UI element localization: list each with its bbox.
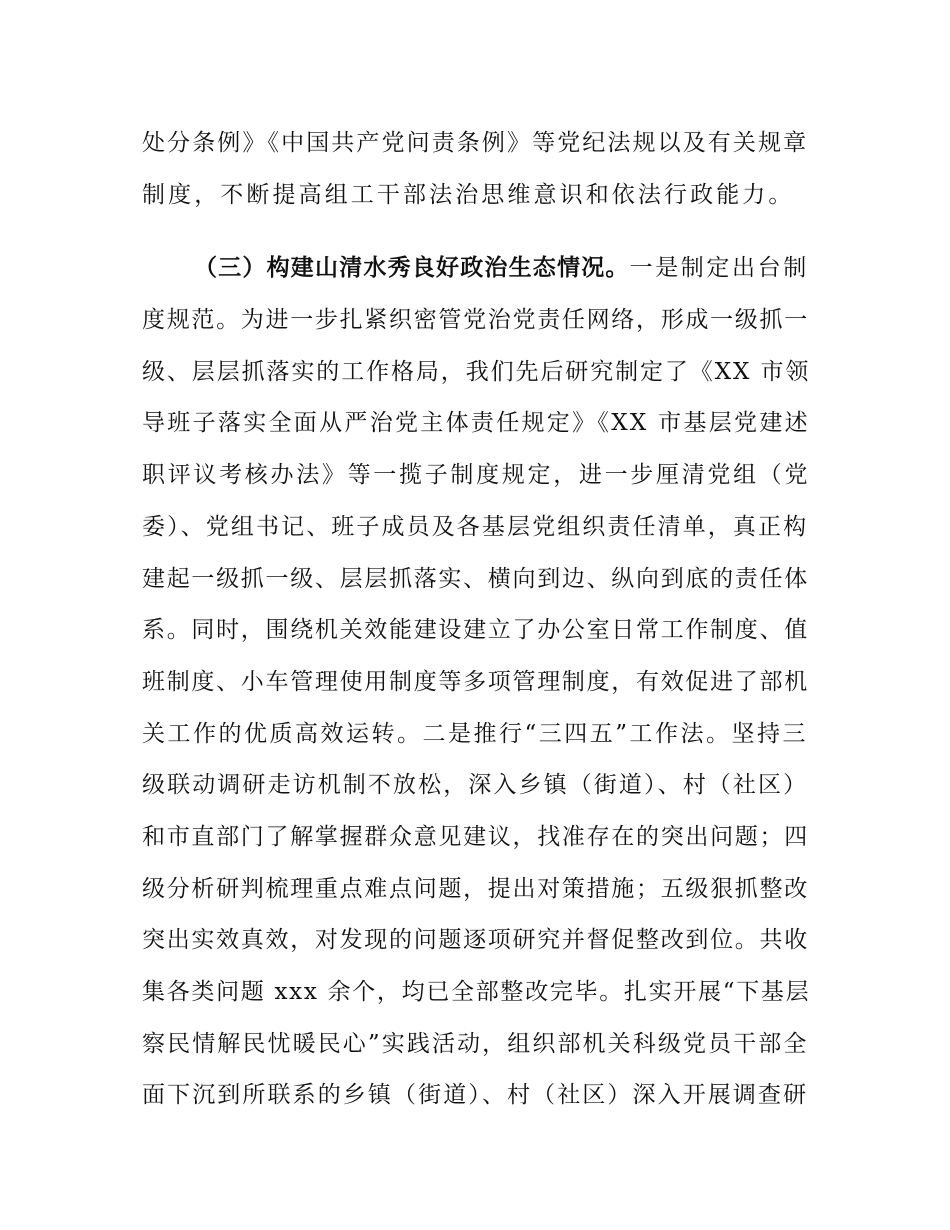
text-line: 委）、党组书记、班子成员及各基层党组织责任清单，真正构 — [142, 513, 809, 540]
section-heading: （三）构建山清水秀良好政治生态情况。 — [194, 255, 630, 282]
text-line: 度规范。为进一步扎紧织密管党治党责任网络，形成一级抓一 — [142, 307, 809, 334]
document-body — [142, 118, 812, 1122]
paragraph-2 — [142, 243, 812, 1122]
text-line: 系。同时，围绕机关效能建设建立了办公室日常工作制度、值 — [142, 617, 809, 644]
text-line: 级、层层抓落实的工作格局，我们先后研究制定了《XX 市领 — [142, 358, 811, 385]
text-line: 职评议考核办法》等一揽子制度规定，进一步厘清党组（党 — [142, 462, 811, 489]
text-line: 班制度、小车管理使用制度等多项管理制度，有效促进了部机 — [142, 668, 809, 695]
text-line: 级联动调研走访机制不放松，深入乡镇（街道）、村（社区） — [142, 772, 809, 799]
text-line: 关工作的优质高效运转。二是推行“三四五”工作法。坚持三 — [142, 720, 809, 747]
text-line: 导班子落实全面从严治党主体责任规定》《XX 市基层党建述 — [142, 410, 810, 437]
paragraph-1 — [142, 118, 812, 221]
text-line: 建起一级抓一级、层层抓落实、横向到边、纵向到底的责任体 — [142, 565, 809, 592]
paragraph-2-first-line — [142, 243, 812, 295]
text-line: 制度，不断提高组工干部法治思维意识和依法行政能力。 — [142, 181, 795, 208]
text-line: 和市直部门了解掌握群众意见建议，找准存在的突出问题；四 — [142, 823, 809, 850]
text-line: 级分析研判梳理重点难点问题，提出对策措施；五级狠抓整改 — [142, 875, 809, 902]
text-line: 面下沉到所联系的乡镇（街道）、村（社区）深入开展调查研 — [142, 1082, 809, 1109]
text-line: 突出实效真效，对发现的问题逐项研究并督促整改到位。共收 — [142, 927, 809, 954]
paragraph-spacer — [142, 221, 812, 243]
text-line: 处分条例》《中国共产党问责条例》等党纪法规以及有关规章 — [142, 130, 809, 156]
text-line-continuation: 一是制定出台制 — [629, 255, 809, 282]
text-line: 察民情解民忧暖民心”实践活动，组织部机关科级党员干部全 — [142, 1030, 809, 1057]
text-line: 集各类问题 xxx 余个，均已全部整改完毕。扎实开展“下基层 — [142, 979, 811, 1005]
